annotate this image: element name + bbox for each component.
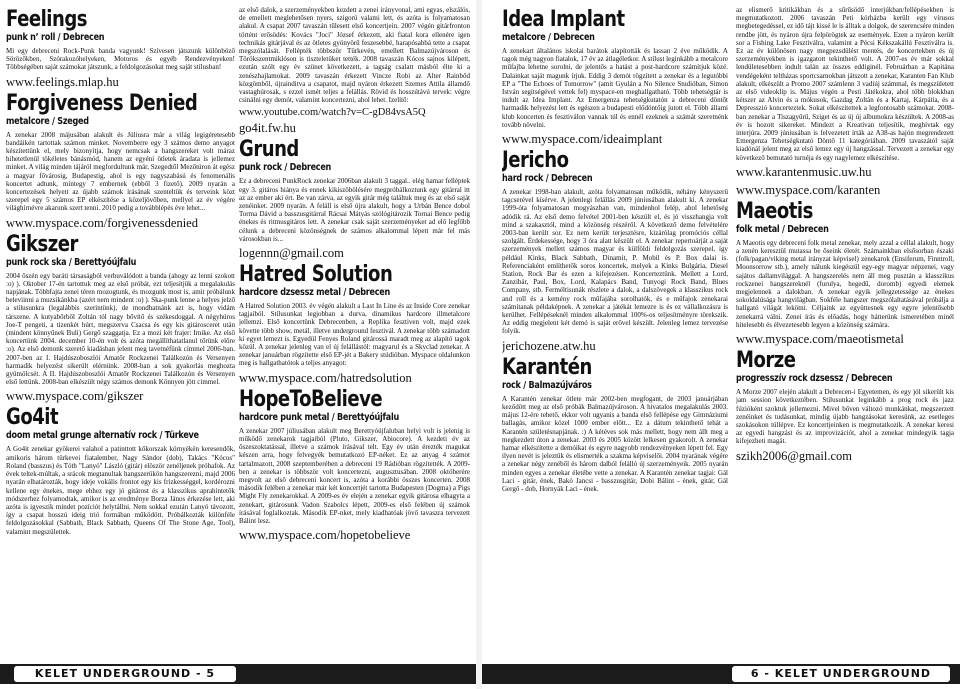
band-description: A Karantén zenekar ötlete már 2002-ben megfogant, de 2003 januárjában keződött meg az első próbák Balmazújvároson. A hivatalos megalakulás 2003. május 12-ére tehető, ekkor volt ugyanis a banda első fellépése egy Gimnáziumi ballagás, amikor közel 1000 ember előtt... Ez a dátum tekinthető tehát a Karantén születésnapjának. :) A kétéves sok más mellett, hogy nem állt meg a megkezdett úton a zenekar. 2003 és 2005 között lelkesen gyakorolt. A zenekar hamar elkészítette a demóikat és egyre nagyobb rendezvényeken lépett fel. Egy ilyen nevét is jeleztük és elismerték a szakma képviselői. 2004 nyarának végére a zenekar négy zenéből és három dalból felálló új szerzeményeik. 2005 nyarán minden egyes a zenekar életébe vette a zenekar. A Karantén zenekar tagjai: Gál Laci - gitár, ének, Bakó Jancsi - basszusgitár, Dobi Bálint - ének, gitár, Gál Gergő - dob, Hornyák Laci - ének. xyxy=(502,394,728,493)
band-title: Go4it xyxy=(6,405,59,431)
band-genre: rock / Balmazújváros xyxy=(502,379,592,391)
band-description: Mi egy debreceni Rock-Punk banda vagyunk! Szívesen játszunk különböző Sörözőkben, Szórakozóhelyeken, Motoros és egyéb Rendezvényeken! Többségében saját számokat játszunk, a feldolgozásokat meg saját stílusban! xyxy=(6,47,235,72)
band-genre: punk rock / Debrecen xyxy=(239,162,332,174)
band-description: A Hatred Solution 2003. év végén alakult a Last In Line és az Inside Core zenekar tagjaiból. Stílusunkat legjobban a durva, dinamikus hardcore illmetalcore jellemzi. Első koncertünk Debrecenben, a Replika fesztiven volt, majd ezek követte több show, metál, illetve underground fesztivál. A zenekar több számadott ki egyet lemezt is. Egyedül Fenyes Roland gitárossá maradt meg az alapító tagok közül. A zenekar jelenleg van el új felállástól: magyarul és a Skyclad zenekar. A zenekar januárban rögzítette első EP-jét a Bakery stúdióban. Myspace oldalunkon meg is hallgathatótok a teljes anyagot: xyxy=(239,302,470,368)
band-description: A Go4it zenekar gyökerei valahol a patinttott kőkorszak környékén keresendők, amikoris három türkevei fiatalember, Nagy Sándor (dob), Takács "Kócos" Roland (basszus) és Tóth "Lanyó" László (gitár) elöször zenéljenek próbafok. Az évek teltek-múltak, a srácok megtanultak hangszerükön hangszerezni, majd 2006 nyarán elhatározták, hogy ideje vokális frontot egy kis frizkességgel, kordérozni kellene egy énekes, mege ehhez egy jó gitárost és a klasszikus aprahintetők módszerhez folyamodtak, amikor is az eredménye Borza János érkezése lett, aki azóta is igyeszik mindet pozíciót helytállni. Nem sokkal ezután Lanyó távozott, így a csapat hosszú ideig trió formában működött. Próbálkozták különféle feldolgozásokkal (Sabbath, Black Sabbath, Queens Of The Stone Age, Tool), valamint megszülettek. xyxy=(6,445,235,536)
left-column-2 xyxy=(239,6,470,655)
band-title: Grund xyxy=(239,137,299,163)
band-title: Karantén xyxy=(502,354,592,380)
band-genre: progresszív rock dzsessz / Debrecen xyxy=(736,373,893,385)
band-jericho xyxy=(502,150,728,354)
band-genre: metalcore / Szeged xyxy=(6,115,89,127)
band-link[interactable]: logennn@gmail.com xyxy=(239,246,344,261)
band-link[interactable]: www.youtube.com/watch?v=C-gD84vsA5Q xyxy=(239,107,426,119)
band-hopetobelieve xyxy=(239,386,470,543)
band-morze xyxy=(736,350,954,463)
band-title: Idea Implant xyxy=(502,7,625,32)
band-gikszer xyxy=(6,231,235,405)
band-link-secondary[interactable]: www.myspace.com/karanten xyxy=(736,182,881,197)
left-column-1 xyxy=(6,6,235,655)
band-link[interactable]: www.karantenmusic.uw.hu xyxy=(736,164,872,179)
band-go4it-continued xyxy=(239,6,470,136)
band-grund xyxy=(239,139,470,261)
band-feelings xyxy=(6,9,235,90)
band-karanten xyxy=(502,354,728,493)
band-description: A Morze 2007 elején alakult a Debrecen-i Egyetemen, és egy jól sikerült kis jam session következtében. Stílusunkat leginkább a prog rock és jazz fúzióként szoktuk jellemezni. Mivel bőven változó munkánkat, megszerzett zenéinket és tudásunkat, mindig újabb hangzásokat keresünk, az esetleges szokásokon túllépve. Ez koncertjeinken is megmutatkozik. A zenekar keresi az egyedi hangzást és az improvizációt, ahol a zenekar mindegyik tagja kifejezheti magát. xyxy=(736,388,954,446)
band-genre: hardcore punk metal / Berettyóújfalu xyxy=(239,411,400,423)
band-description: Ez a debreceni PunkRock zenekar 2006ban alakult 3 taggal.. elég hamar felléptek egy 3. gitáros hiánya és ennek kikiszöbölésére megpróbálkoztunk egy gitárral itt az az ember aki ért. Be van zárva, az egyik gitár még találtuk meg és az első saját zenéinket. 2009 nyarán. A feláll is első újra alakult, hogy a Urbán Bence dobol Torma Dávid a basszusgitárral Rácsai Mátyás szólógitározik Tornai Bence pedig énekes és ritmusgitáros lett. A zenekar csak saját szerzeményeket ad elő legfőbb célunk a debreceni közönségnek de számos alkalommal lépett már fel más városokban is... xyxy=(239,177,470,243)
band-genre: punk n’ roll / Debrecen xyxy=(6,32,105,43)
band-genre: doom metal grunge alternatív rock / Türkeve xyxy=(6,430,199,442)
band-link[interactable]: www.myspace.com/ideaimplant xyxy=(502,132,663,147)
band-description: A Maeotis egy debreceni folk metal zenekar, mely azzal a céllal alakult, hogy a zenén keresztül mutassa be őseink életét. Számainkban elsősorban északi (folk/pagan/viking metal irányzat képvisel) zenekarok (Ensiferum, Finntroll, Moonsorrow stb.), amely nálunk kiegészül egy-egy magyar népzenei, vagy sajátos dallamvilággal. A hangszerelés nem áll meg pusztán a klasszikus rockzenei hangszereknél (furulya, hegedű, doromb) egyedi elemek megjelennek a dalokban. A zenekar egyik jellegzetessége az énekes sokoldalúsága hangvilágban. Sokféle hangszer megszólaltatásával próbálja a hallgató világát lekötni. Céljaink az együttesnek egy egyre jelentősebb zenekarrá válni. Zenei írás és előadás, hogy hátterünk ismeretében minél hitelesebb és élvezetesebb legyen a közönség számára. xyxy=(736,238,954,329)
band-title: Maeotis xyxy=(736,198,813,224)
band-genre: metalcore / Debrecen xyxy=(502,32,595,43)
band-link[interactable]: www.myspace.com/gikszer xyxy=(6,389,144,404)
band-description: A zenekar 2008 májusában alakult és Júliusra már a világ legigéretesebb bandáikén tartottak számon minket. Novemberre egy 3 számos demo anyagot készítettünk el, mely bizonyítja, hogy nemcsak a hangszereket volt máraz hihetetlenül tökéletes bánásmód, hanem az egyéni ötletek áradata is jellemez minket. A világ minden tájáról megfordultunk már, Szegedtől Mezőtúron át egész a magyar fővárosig, Budapestig, ahol is egy nagyszabású és fenomenális koncertet adtunk, mintegy 7 embernek (ebből 3 fizető). 2009 nyarán a koncertezések helyett az újabb számok írásának szenteltük és terveink közt szerepel egy 5 számos EP elkészítése a közeljövőben, mellyel az év végére világhírnévre akarunk szert tenni. 2010 pedig a továbblépés éve lehet... xyxy=(6,130,235,213)
page-footer: KELET UNDERGROUND - 5 xyxy=(14,666,236,682)
band-idea-implant xyxy=(502,9,728,147)
band-link[interactable]: www.myspace.com/hopetobelieve xyxy=(239,528,411,543)
band-maeotis xyxy=(736,198,954,347)
band-hatred-solution xyxy=(239,264,470,386)
band-description: A zenekar 2007 júliusában alakult meg Berettyóújfaluban helyi volt is jelenig is működő zenekarok tagjaiból (Pluto, Gikszer, Abiocore). A kezdeti év az őszeszoktatással, illetve a számok írásával telt. Egy év után érezték magukat készen arra, hogy felvegyék bemutatkozó EP-néket. Ez az anyag 4 számot tartalmazott, 2008 szeptemberében a debreceni 19 Rádióban rögzítették. A 2009-ben a zenekar is többször volt koncertezni, augusztusában. 2008 októberére megvolt az első debreceni koncert is, azóta a korábbi összes koncerten. 2008 második felében a zenekar már két koncertjét tartotta Budapesten (Dogma) a Pigs Might Fly zenekarokkal. A 2009-es év elején a zenekar egyik gitárosa elhagyta a zenekart, gitárosunk Vadon Szabolcs lépett, 2009-es első felében új számok írásával foglalkoztak. Második EP-nket, mely kiadhatóak jövő tavaszra tervezett Bálint lesz. xyxy=(239,426,470,525)
band-title: Forgiveness Denied xyxy=(6,90,198,116)
band-link-secondary[interactable]: go4it.fw.hu xyxy=(239,121,296,136)
band-title: HopeToBelieve xyxy=(239,386,383,412)
band-forgiveness-denied xyxy=(6,90,235,231)
band-link[interactable]: www.feelings.mlap.hu xyxy=(6,74,119,89)
band-title: Jericho xyxy=(502,148,569,174)
right-column-2 xyxy=(736,6,954,655)
band-genre: hard rock / Debrecen xyxy=(502,173,593,185)
band-description: A zenekar 1998-ban alakult, azóta folyamatosan működik, néhány kényszerű tagcserével kísérve. A jelenlegi felállás 2009 júniusában alakult ki. A zenekar 1999-óta folyamatosan mogyászban van, mindenhol felép, ahol lehetőség adódik rá. Az első demo felvétel 2001-ben készült el, és jó visszhangja volt mind a szakasztól, mind a közönség részéről. A következő demo felvételére 2003-ban került sor. Ez nem került terjesztésre, kizárólag promóciós céllal szolgált. Érdekessége, hogy 3 óra alatt készült el. A zenekar repertoárját a saját szerzemények mellett számos magyar és külföldi feldolgozás szerepel, így például Kinks, Black Sabbath, Dinamit, P. Mobil és P. Box dalai is. Referenciaként említhetők soros koncertek, melyek a Kinks Bulgária, Diesel Station, Rock Bar és ezen a kifejezésen. Koncerteztünk. Mellett a Lord, Zanzibár, Paul, Box, Lord, Kalapács Band, Tunyogi Rock Band, Blues Company, stb. Ferméltisunák részlete a dalok, a dalszövegek a klasszikus rock and roll és a kemény rock műfajába sorolhatók, és e műfajok zenekarai számítanak példaképnek. A zenekar a játékát lemezre is és ez vállalkozásra is kerülhet. Fellépéseknél minden alkalommal 100%-os teljesítményre törekszik. Az eddig megjelent két demó is saját erővel készült. Jelenleg lemez tervezése folyik. xyxy=(502,188,728,336)
band-link[interactable]: www.myspace.com/maeotismetal xyxy=(736,332,904,347)
band-genre: folk metal / Debrecen xyxy=(736,223,829,235)
band-link[interactable]: www.myspace.com/forgivenessdenied xyxy=(6,215,198,230)
band-go4it xyxy=(6,407,235,535)
band-title: Feelings xyxy=(6,7,87,32)
band-genre: punk rock ska / Berettyóújfalu xyxy=(6,256,137,268)
left-page xyxy=(0,0,476,689)
band-title: Gikszer xyxy=(6,231,78,257)
band-title: Hatred Solution xyxy=(239,262,393,288)
band-title: Morze xyxy=(736,348,796,374)
right-page xyxy=(482,0,960,689)
band-description: A zenekart általános iskolai barátok alapították és lassan 2 éve működik. A tagok még nagyon fiatalok, 17 év az átlagéletkor. A stílust leginkább a metalcore műfajba lehetne sorolni, de jelentős a hatást a post-hardcore számítjuk közé. Dalainkat saját magunk írjuk. Eddig 3 demót rögzített a zenekar és a legutóbbi EP a "The Echoes of Tomorrow" (amit Gyulán a No Silence Studióban, Simon István segítségével vettek fel) myspace-en meghallgatható. Több tehetségtár is indult az Idea Implant. Az Emergenza tehetségkutatón a debreceni döntőt harmadik helyezést lett és egészen a budapesti elődöntőig jutott el. Több állami klub koncerten és fesztiválon vannak túl és ennél ezeknek a számát szeretnénk tovább növelni. xyxy=(502,47,728,129)
right-column-1 xyxy=(502,6,728,655)
band-link[interactable]: jerichozene.atw.hu xyxy=(502,338,596,353)
band-description: 2004 őszén egy baráti társaságból verbuválódott a banda (ahogy az lenni szokott :o) ). Oktober 17-én tartottuk meg az első próbát, ezt teljesítjük a megalakulás napjának. Többfajta zenei téren mozogtunk, és mozgunk most is, amit próbálunk beleviinni a muzsikánkba (azért nem mindent :o) ). Ska-punk lenne a helyes jelző a stílusunkra (legalábbis szerintünk), de mondhatnánk azt is, hogy vidám társzene. A kutyabőrből Zoltán tól nagy bővítő és székesdoggal. A négyhúros Joe-T pengeti, a tizenkét húrt, megszerva Csacsa és egy kis gitárosceret után (mindent könnyűnek Buli) Gergő szaggatja. Ez a mozi két frajer: Imike. Az első koncertünk 2004. december 10-én volt és azóta megállíthatatlanul tőrünk előre :o). Az első demonk szerető kiadásban jelent meg tavetnéfünk címmel 2006-ban. 2007-ben az I. Hajdúszoboszlói Amatőr Rockzenei Találkozón és Versenyen harmadik helyezést sikerült elérnünk. 2008-ban a sok gyakorlás meghozta gyümölcsét. A II. Hajdúszoboszlói Amatőr Rockzenei Találkozón és Versenyen első lettünk. 2008-ban elkészült négy számos demonk Könnyen jött címmel. xyxy=(6,271,235,387)
band-description: az elismerő kritikákban és a sűrűsödő interjúkban/fellépésekben is megmutatkozott. 2006 tavaszán Peti kórházba került egy vírusos megbetegedéssel, ez idő tájt kissé le is álltak a dolgok, de szerencsére minden rendbe jött, és nyáron újra felpörögtek az események. Ezen a nyáron került sor a Fishing Lake Fesztiválra, valamint a Pécsi Kékszakállú Fesztiválra is. Ez az év különösen nagy megpezsdülést mentés, de koncertekben és új szerzeményekben is igazgatott tekinthető volt. A 2007-es év már sokkal lendületesebben indult talán az összes eddiginél. Februárban a Kapitána vendégeként teltházas sportcsarnokban játszott a zenekar, Karanten Fan Klub alakult, elkészült a Promo 2007 számlenn 3 vadiúj számmal, és megszületett az első videoklip is. Május végén a Pesti Játékokra, ahol több blokkban kétszer az Alvin és a mókusok, Gazdag Zoltán és a Kartaj, Kárpátia, és a Depresszió koncerteztek. Sokat elkészítettek a legfontosabb számokat. 2008-ban zenekar a Tiszagyűrű, Sziget és az új új albumokra készültek. A 2008-as év is hozott sikereket. Mindezt a Kreatívan teljesítik, meghívtak egy interjúra. 2009 júniusában is felvezetett írták az A38-as hajón megrendezett Emergenza Tehetségkutató Döntő 11 kategóriában. 2009 tavaszától saját kiadónál jelent meg az első lemez egy új hangzással. Tervezett a zenekar egy következő bemutató turnéja és egy nagylemez elkészítése. xyxy=(736,6,954,162)
band-karanten-continued xyxy=(736,6,954,198)
band-link[interactable]: szikh2006@gmail.com xyxy=(736,448,853,463)
band-link[interactable]: www.myspace.com/hatredsolution xyxy=(239,370,412,385)
band-description: az első dalok, a szerzeményekben kezdett a zenei irányvonal, ami egyas, elszálós, de emellett meglehetősen nyers, szigorú valami lett, és azóta is folyamatosan alakul. A csapat 2007 tavaszán tűlesett első koncertjein. 2007 végén gitárfronton történt erősödés: Kovács "Joci" József érkezett, aki fiatal kora ellenére igen technikás gitárjával és az ötletes gyönyörű feszesebbé, harapósabbá tette a csapat megszólalását. Fellépték többször Türkevén, emellett Balmazújvároson és Törökszentmiklóson is tiszteletüket tették. 2008 tavaszán Kócos sajnos kilépett, ezután szólt egy év szünet következett, a tagság csalatt másból élte ki a zenészhajlamokat. 2009 tavaszán érkezett Vincze Robi az Alter Rainbőd közgömből, újrainditva a csapatot, majd nyáron érkezett Szemes Attila államdő vastaghúrosak, s ezzel ismét teljes a felállás. Rövid és hosszútávú tervek: végre csinálni egy demót, valamint koncertezni, ahol lehet. Izelítő: xyxy=(239,6,470,105)
page-footer: 6 - KELET UNDERGROUND xyxy=(732,666,950,682)
band-genre: hardcore dzsessz metal / Debrecen xyxy=(239,287,391,299)
